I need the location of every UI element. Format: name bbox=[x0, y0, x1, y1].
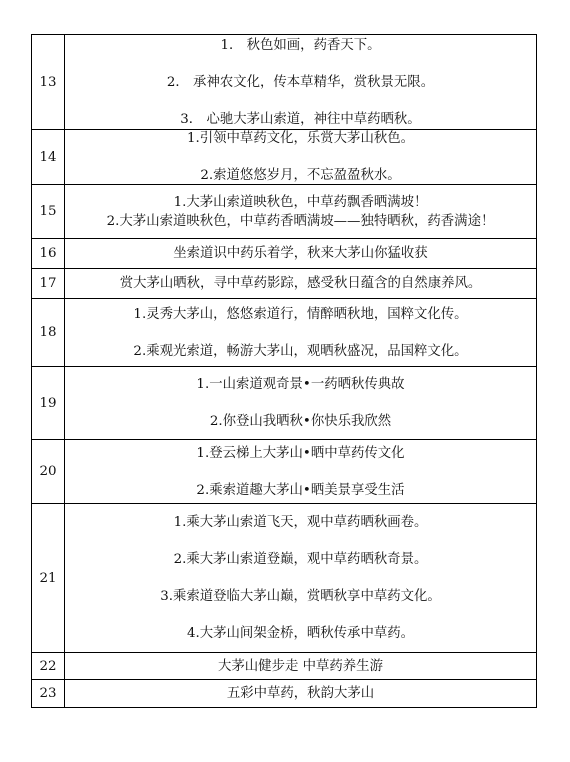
row-number: 17 bbox=[32, 269, 65, 299]
table-row bbox=[32, 35, 537, 130]
row-number: 13 bbox=[32, 35, 65, 130]
table-row bbox=[32, 653, 537, 680]
slogan-line: 1.乘大茅山索道飞天，观中草药晒秋画卷。 bbox=[173, 515, 428, 530]
slogan-cell bbox=[65, 299, 537, 367]
slogan-line: 2.索道悠悠岁月，不忘盈盈秋水。 bbox=[200, 168, 401, 183]
slogan-line: 2.你登山我晒秋•你快乐我欣然 bbox=[209, 414, 392, 429]
slogan-line: 2.乘大茅山索道登巅，观中草药晒秋奇景。 bbox=[173, 552, 428, 567]
slogan-cell bbox=[65, 653, 537, 680]
slogan-cell bbox=[65, 440, 537, 504]
table-row bbox=[32, 680, 537, 708]
row-number: 19 bbox=[32, 367, 65, 440]
slogan-line: 1.登云梯上大茅山•晒中草药传文化 bbox=[196, 445, 405, 461]
table-row bbox=[32, 299, 537, 367]
table-row bbox=[32, 239, 537, 269]
slogan-line: 1.大茅山索道映秋色，中草药飘香晒满坡！ bbox=[173, 194, 428, 210]
table-row bbox=[32, 440, 537, 504]
row-number: 14 bbox=[32, 130, 65, 185]
slogan-cell bbox=[65, 504, 537, 653]
slogan-line: 1.一山索道观奇景•一药晒秋传典故 bbox=[196, 377, 405, 392]
slogan-cell bbox=[65, 35, 537, 130]
slogan-cell bbox=[65, 269, 537, 299]
slogan-line: 4.大茅山间架金桥，晒秋传承中草药。 bbox=[186, 626, 415, 641]
slogan-line: 1.引领中草药文化，乐赏大茅山秋色。 bbox=[186, 131, 415, 146]
slogan-line: 1． 秋色如画，药香天下。 bbox=[220, 37, 381, 53]
slogan-line: 五彩中草药，秋韵大茅山 bbox=[226, 686, 375, 701]
row-number: 22 bbox=[32, 653, 65, 680]
slogan-table-body bbox=[32, 35, 537, 708]
row-number: 20 bbox=[32, 440, 65, 504]
slogan-line: 赏大茅山晒秋，寻中草药影踪，感受秋日蕴含的自然康养风。 bbox=[119, 276, 482, 291]
slogan-cell bbox=[65, 680, 537, 708]
slogan-line: 2.大茅山索道映秋色，中草药香晒满坡——独特晒秋，药香满途！ bbox=[106, 213, 495, 229]
slogan-cell bbox=[65, 367, 537, 440]
table-row bbox=[32, 367, 537, 440]
table-row bbox=[32, 130, 537, 185]
table-row bbox=[32, 185, 537, 239]
slogan-cell bbox=[65, 185, 537, 239]
slogan-table bbox=[31, 34, 537, 708]
slogan-line: 2.乘观光索道，畅游大茅山，观晒秋盛况，品国粹文化。 bbox=[133, 343, 468, 359]
row-number: 18 bbox=[32, 299, 65, 367]
slogan-cell bbox=[65, 239, 537, 269]
slogan-line: 3． 心驰大茅山索道，神往中草药晒秋。 bbox=[180, 111, 421, 127]
table-row bbox=[32, 269, 537, 299]
slogan-line: 1.灵秀大茅山，悠悠索道行，情醉晒秋地，国粹文化传。 bbox=[133, 306, 468, 322]
slogan-line: 大茅山健步走 中草药养生游 bbox=[218, 658, 383, 674]
row-number: 23 bbox=[32, 680, 65, 708]
table-row bbox=[32, 504, 537, 653]
slogan-line: 2.乘索道趣大茅山•晒美景享受生活 bbox=[196, 482, 405, 498]
slogan-cell bbox=[65, 130, 537, 185]
row-number: 21 bbox=[32, 504, 65, 653]
slogan-line: 坐索道识中药乐着学，秋来大茅山你猛收获 bbox=[173, 246, 428, 261]
row-number: 15 bbox=[32, 185, 65, 239]
row-number: 16 bbox=[32, 239, 65, 269]
slogan-line: 2． 承神农文化，传本草精华，赏秋景无限。 bbox=[166, 74, 435, 90]
slogan-line: 3.乘索道登临大茅山巅，赏晒秋享中草药文化。 bbox=[160, 589, 441, 604]
